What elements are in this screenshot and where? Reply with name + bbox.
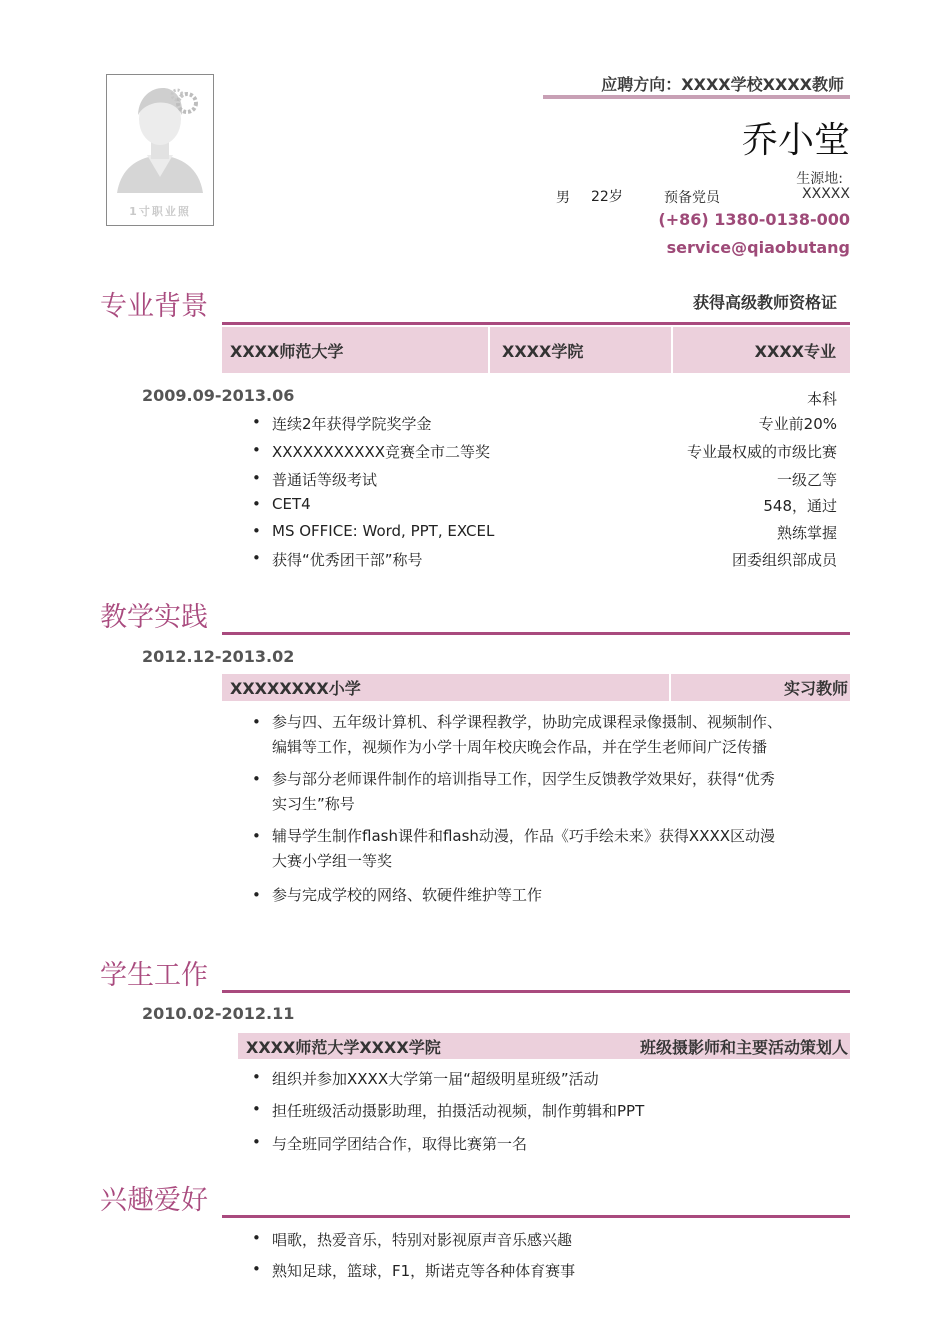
origin-value: XXXXX	[802, 186, 850, 202]
list-item: • 唱歌，热爱音乐，特别对影视原声音乐感兴趣	[272, 1229, 832, 1260]
list-item: • 参与部分老师课件制作的培训指导工作，因学生反馈教学效果好，获得“优秀实习生”称号	[272, 767, 782, 817]
list-item: • 担任班级活动摄影助理，拍摄活动视频，制作剪辑和PPT	[272, 1100, 832, 1133]
gender: 男	[556, 190, 570, 206]
section-title-hobby: 兴趣爱好	[100, 1185, 208, 1216]
list-item: • 参与完成学校的网络、软硬件维护等工作	[272, 883, 782, 908]
major-name: XXXX专业	[754, 341, 836, 361]
photo-caption: 1寸职业照	[129, 205, 191, 218]
university-name: XXXX师范大学	[230, 341, 344, 361]
student-band	[238, 1033, 850, 1059]
profile-photo	[106, 74, 214, 226]
teaching-role: 实习教师	[783, 679, 848, 698]
list-item: • 参与四、五年级计算机、科学课程教学，协助完成课程录像摄制、视频制作、编辑等工作，视频作为小学十周年校庆晚会作品，并在学生老师间广泛传播	[272, 710, 782, 760]
list-item: • 连续2年获得学院奖学金 专业前20%	[272, 413, 837, 441]
certificate-note: 获得高级教师资格证	[692, 293, 837, 312]
list-item: • 获得“优秀团干部”称号 团委组织部成员	[272, 549, 837, 575]
education-date: 2009.09-2013.06	[142, 386, 295, 405]
section-divider	[222, 1215, 850, 1218]
list-item: • 辅导学生制作flash课件和flash动漫，作品《巧手绘未来》获得XXXX区动漫大赛小学组一等奖	[272, 824, 782, 874]
list-item: • 熟知足球，篮球，F1，斯诺克等各种体育赛事	[272, 1260, 832, 1288]
teaching-date: 2012.12-2013.02	[142, 647, 295, 666]
list-item: • 普通话等级考试 一级乙等	[272, 469, 837, 495]
list-item: • XXXXXXXXXXX竞赛全市二等奖 专业最权威的市级比赛	[272, 441, 837, 469]
phone-number: (+86) 1380-0138-000	[658, 210, 850, 229]
list-item: • 与全班同学团结合作，取得比赛第一名	[272, 1133, 832, 1161]
organization-name: XXXX师范大学XXXX学院	[246, 1037, 441, 1057]
degree: 本科	[806, 390, 837, 408]
section-title-teaching: 教学实践	[100, 602, 208, 633]
political-status: 预备党员	[664, 190, 720, 206]
section-title-background: 专业背景	[100, 291, 208, 322]
apply-underline	[543, 95, 850, 99]
section-title-student: 学生工作	[100, 960, 208, 991]
teaching-band	[222, 674, 850, 701]
section-divider	[222, 322, 850, 325]
teaching-list	[272, 710, 782, 908]
student-role: 班级摄影师和主要活动策划人	[639, 1037, 848, 1057]
list-item: • 组织并参加XXXX大学第一届“超级明星班级”活动	[272, 1068, 832, 1100]
education-band	[222, 327, 850, 373]
student-list	[272, 1068, 832, 1161]
education-list	[272, 413, 837, 575]
apply-direction: 应聘方向：XXXX学校XXXX教师	[601, 75, 844, 94]
college-name: XXXX学院	[502, 341, 584, 361]
student-date: 2010.02-2012.11	[142, 1004, 295, 1023]
candidate-name: 乔小堂	[741, 120, 850, 161]
list-item: • MS OFFICE: Word, PPT, EXCEL 熟练掌握	[272, 522, 837, 549]
hobby-list	[272, 1229, 832, 1288]
age: 22岁	[591, 189, 623, 205]
section-divider	[222, 990, 850, 993]
origin-label: 生源地:	[796, 171, 843, 187]
school-name: XXXXXXXX小学	[230, 679, 361, 698]
section-divider	[222, 632, 850, 635]
email-address: service@qiaobutang	[666, 238, 850, 257]
list-item: • CET4 548，通过	[272, 495, 837, 522]
